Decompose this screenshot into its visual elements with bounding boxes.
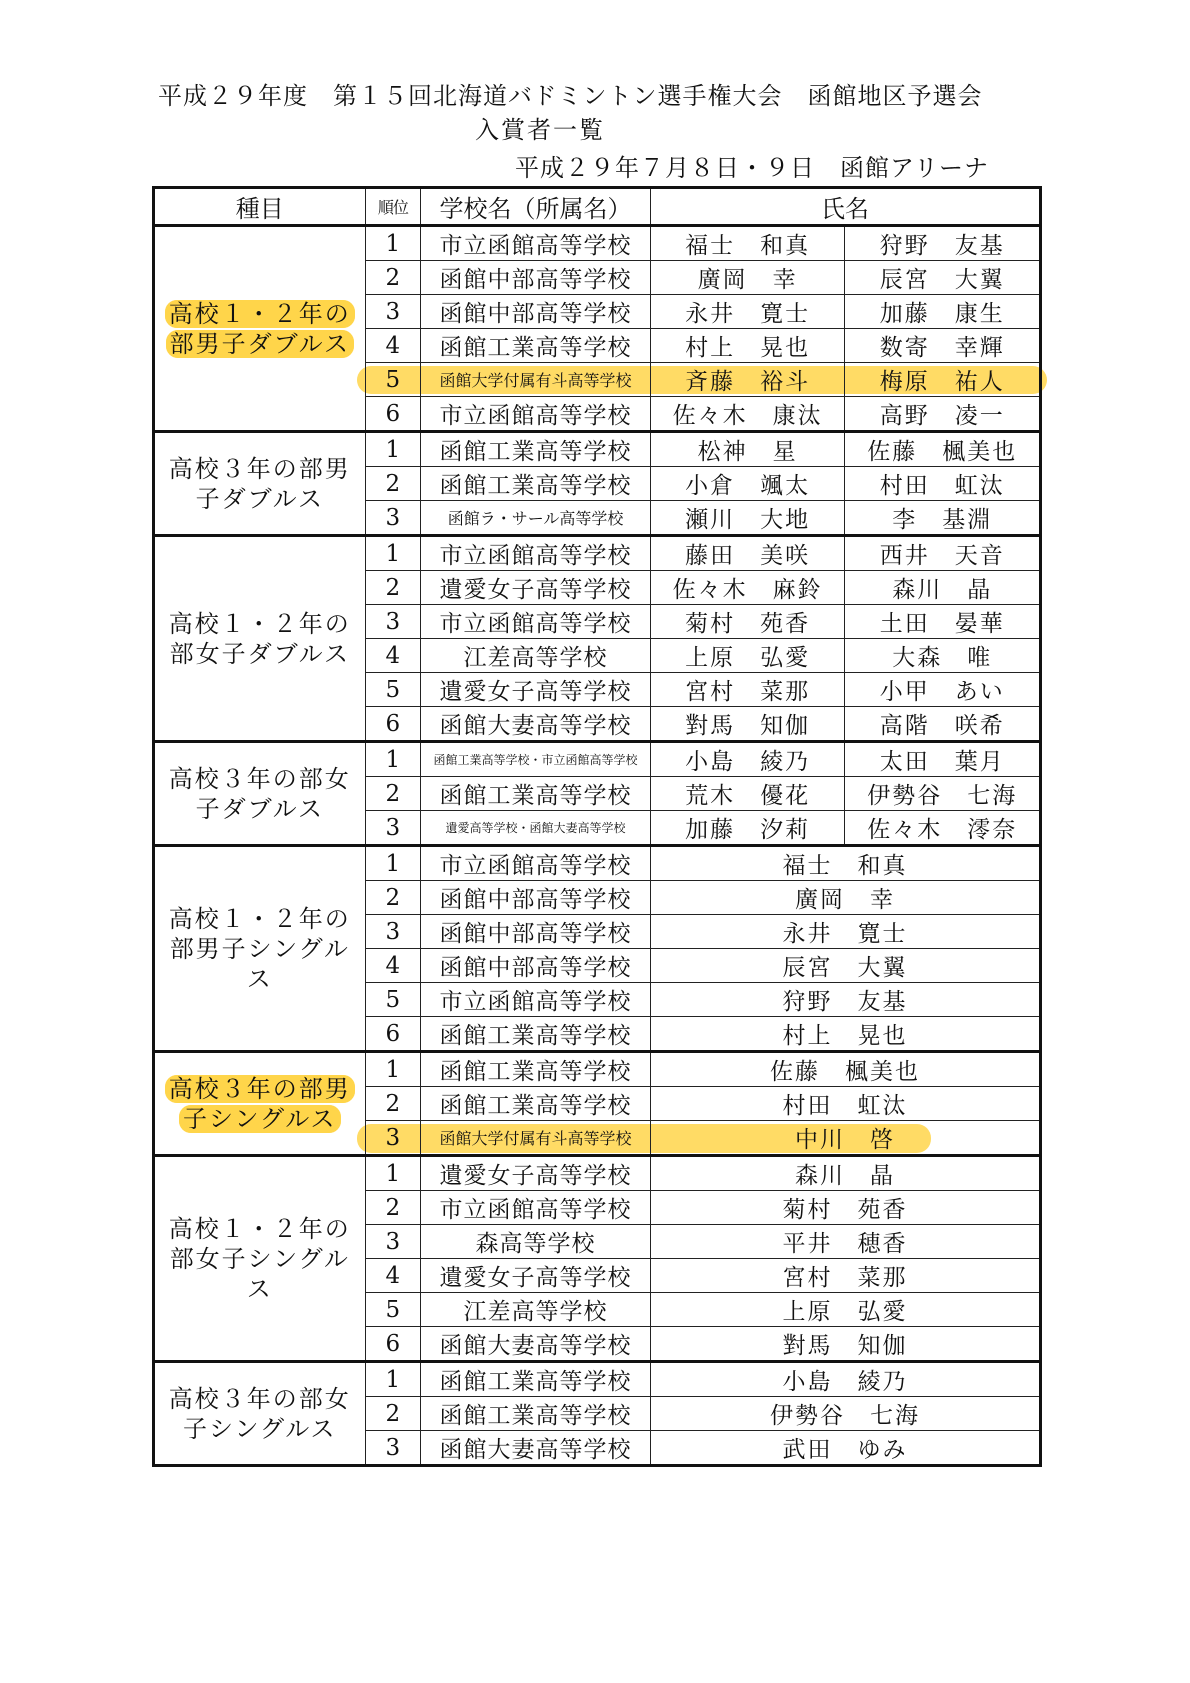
rank-cell: 6 xyxy=(365,1327,421,1362)
school-cell: 函館工業高等学校 xyxy=(421,329,651,363)
player-name: 佐藤 楓美也 xyxy=(650,1052,1040,1087)
school-cell: 函館工業高等学校 xyxy=(421,467,651,501)
player-name-1: 福士 和真 xyxy=(650,226,844,261)
subtitle-text: 入賞者一覧 xyxy=(475,116,605,144)
event-category-label: 高校１・２年の部男子シングルス xyxy=(168,904,351,993)
rank-cell: 1 xyxy=(365,226,421,261)
player-name-2: 大森 唯 xyxy=(845,639,1041,673)
rank-cell: 2 xyxy=(365,777,421,811)
player-name-1: 永井 寛士 xyxy=(650,295,844,329)
school-cell: 函館ラ・サール高等学校 xyxy=(421,501,651,536)
school-cell: 江差高等学校 xyxy=(421,639,651,673)
event-group xyxy=(154,1362,1041,1466)
player-name: 對馬 知伽 xyxy=(650,1327,1040,1362)
event-category xyxy=(154,742,366,846)
column-header-rank: 順位 xyxy=(365,188,421,226)
rank-cell: 1 xyxy=(365,742,421,777)
event-category xyxy=(154,1156,366,1362)
player-name-2: 狩野 友基 xyxy=(845,226,1041,261)
player-name: 辰宮 大翼 xyxy=(650,949,1040,983)
school-cell: 市立函館高等学校 xyxy=(421,226,651,261)
column-header-category: 種目 xyxy=(154,188,366,226)
rank-cell: 1 xyxy=(365,432,421,467)
table-row xyxy=(154,432,1041,467)
event-category-label: 高校３年の部男子ダブルス xyxy=(168,454,351,513)
school-cell: 遺愛女子高等学校 xyxy=(421,673,651,707)
rank-cell: 2 xyxy=(365,1087,421,1121)
player-name-1: 上原 弘愛 xyxy=(650,639,844,673)
rank-cell: 2 xyxy=(365,1397,421,1431)
rank-cell: 2 xyxy=(365,467,421,501)
player-name-2: 梅原 祐人 xyxy=(845,363,1041,397)
rank-cell: 4 xyxy=(365,329,421,363)
school-cell: 市立函館高等学校 xyxy=(421,397,651,432)
rank-cell: 4 xyxy=(365,1259,421,1293)
player-name: 村田 虹汰 xyxy=(650,1087,1040,1121)
event-category xyxy=(154,1362,366,1466)
school-cell: 函館大妻高等学校 xyxy=(421,1431,651,1466)
rank-cell: 1 xyxy=(365,1362,421,1397)
rank-cell: 2 xyxy=(365,881,421,915)
school-cell: 遺愛女子高等学校 xyxy=(421,1156,651,1191)
player-name-2: 村田 虹汰 xyxy=(845,467,1041,501)
school-cell: 函館工業高等学校 xyxy=(421,1052,651,1087)
player-name: 小島 綾乃 xyxy=(650,1362,1040,1397)
rank-cell: 5 xyxy=(365,673,421,707)
rank-cell: 3 xyxy=(365,295,421,329)
player-name-2: 太田 葉月 xyxy=(845,742,1041,777)
player-name-2: 小甲 あい xyxy=(845,673,1041,707)
school-cell: 市立函館高等学校 xyxy=(421,1191,651,1225)
school-cell: 森高等学校 xyxy=(421,1225,651,1259)
school-cell: 遺愛女子高等学校 xyxy=(421,571,651,605)
event-category-label: 高校３年の部女子シングルス xyxy=(168,1384,351,1443)
rank-cell: 3 xyxy=(365,1121,421,1156)
player-name-1: 荒木 優花 xyxy=(650,777,844,811)
table-header-row xyxy=(154,188,1041,226)
player-name: 伊勢谷 七海 xyxy=(650,1397,1040,1431)
school-cell: 函館大学付属有斗高等学校 xyxy=(421,1121,651,1156)
school-cell: 市立函館高等学校 xyxy=(421,983,651,1017)
page-subtitle xyxy=(0,110,1190,145)
school-cell: 市立函館高等学校 xyxy=(421,846,651,881)
player-name: 菊村 苑香 xyxy=(650,1191,1040,1225)
school-cell: 遺愛女子高等学校 xyxy=(421,1259,651,1293)
event-group xyxy=(154,742,1041,846)
rank-cell: 6 xyxy=(365,707,421,742)
player-name-2: 高野 凌一 xyxy=(845,397,1041,432)
event-group xyxy=(154,536,1041,742)
school-cell: 遺愛高等学校・函館大妻高等学校 xyxy=(421,811,651,846)
school-cell: 函館中部高等学校 xyxy=(421,949,651,983)
school-cell: 函館工業高等学校・市立函館高等学校 xyxy=(421,742,651,777)
player-name-1: 小島 綾乃 xyxy=(650,742,844,777)
rank-cell: 6 xyxy=(365,1017,421,1052)
school-cell: 函館工業高等学校 xyxy=(421,1017,651,1052)
column-header-school: 学校名（所属名） xyxy=(421,188,651,226)
event-group xyxy=(154,226,1041,432)
player-name-2: 森川 晶 xyxy=(845,571,1041,605)
rank-cell: 2 xyxy=(365,1191,421,1225)
event-category xyxy=(154,1052,366,1156)
event-category xyxy=(154,226,366,432)
player-name-2: 李 基淵 xyxy=(845,501,1041,536)
event-date-venue: 平成２９年７月８日・９日 函館アリーナ xyxy=(515,154,990,182)
column-header-name: 氏名 xyxy=(650,188,1040,226)
player-name: 狩野 友基 xyxy=(650,983,1040,1017)
player-name-2: 加藤 康生 xyxy=(845,295,1041,329)
player-name-2: 伊勢谷 七海 xyxy=(845,777,1041,811)
rank-cell: 1 xyxy=(365,536,421,571)
rank-cell: 2 xyxy=(365,261,421,295)
rank-cell: 1 xyxy=(365,1156,421,1191)
player-name-1: 松神 星 xyxy=(650,432,844,467)
results-table xyxy=(152,186,1042,1467)
school-cell: 函館中部高等学校 xyxy=(421,261,651,295)
player-name: 平井 穂香 xyxy=(650,1225,1040,1259)
player-name-1: 佐々木 麻鈴 xyxy=(650,571,844,605)
event-group xyxy=(154,1156,1041,1362)
school-cell: 函館工業高等学校 xyxy=(421,432,651,467)
player-name-2: 佐々木 澪奈 xyxy=(845,811,1041,846)
rank-cell: 1 xyxy=(365,1052,421,1087)
player-name: 上原 弘愛 xyxy=(650,1293,1040,1327)
player-name-1: 村上 晃也 xyxy=(650,329,844,363)
rank-cell: 3 xyxy=(365,605,421,639)
school-cell: 函館大妻高等学校 xyxy=(421,707,651,742)
rank-cell: 5 xyxy=(365,1293,421,1327)
rank-cell: 5 xyxy=(365,983,421,1017)
rank-cell: 1 xyxy=(365,846,421,881)
player-name-2: 西井 天音 xyxy=(845,536,1041,571)
player-name: 永井 寛士 xyxy=(650,915,1040,949)
rank-cell: 3 xyxy=(365,915,421,949)
school-cell: 函館工業高等学校 xyxy=(421,1362,651,1397)
school-cell: 函館工業高等学校 xyxy=(421,1087,651,1121)
player-name: 森川 晶 xyxy=(650,1156,1040,1191)
player-name-1: 對馬 知伽 xyxy=(650,707,844,742)
event-category-label: 高校１・２年の部男子ダブルス xyxy=(165,300,355,358)
school-cell: 江差高等学校 xyxy=(421,1293,651,1327)
rank-cell: 2 xyxy=(365,571,421,605)
player-name-1: 佐々木 康汰 xyxy=(650,397,844,432)
school-cell: 函館工業高等学校 xyxy=(421,777,651,811)
event-category xyxy=(154,432,366,536)
event-category-label: 高校３年の部女子ダブルス xyxy=(168,764,351,823)
player-name-2: 高階 咲希 xyxy=(845,707,1041,742)
player-name-1: 斉藤 裕斗 xyxy=(650,363,844,397)
player-name: 福士 和真 xyxy=(650,846,1040,881)
page-title: 平成２９年度 第１５回北海道バドミントン選手権大会 函館地区予選会 xyxy=(158,82,983,110)
table-row xyxy=(154,1052,1041,1087)
player-name-1: 菊村 苑香 xyxy=(650,605,844,639)
event-category-label: 高校１・２年の部女子ダブルス xyxy=(168,609,351,668)
event-category xyxy=(154,846,366,1052)
school-cell: 函館中部高等学校 xyxy=(421,915,651,949)
event-category-label: 高校３年の部男子シングルス xyxy=(165,1075,355,1133)
player-name-2: 土田 晏華 xyxy=(845,605,1041,639)
player-name: 廣岡 幸 xyxy=(650,881,1040,915)
player-name: 宮村 菜那 xyxy=(650,1259,1040,1293)
player-name: 中川 啓 xyxy=(650,1121,1040,1156)
school-cell: 市立函館高等学校 xyxy=(421,605,651,639)
player-name-1: 瀬川 大地 xyxy=(650,501,844,536)
player-name-1: 宮村 菜那 xyxy=(650,673,844,707)
rank-cell: 3 xyxy=(365,811,421,846)
player-name: 村上 晃也 xyxy=(650,1017,1040,1052)
player-name: 武田 ゆみ xyxy=(650,1431,1040,1466)
event-group xyxy=(154,846,1041,1052)
rank-cell: 3 xyxy=(365,1431,421,1466)
player-name-2: 数寄 幸輝 xyxy=(845,329,1041,363)
school-cell: 函館中部高等学校 xyxy=(421,295,651,329)
rank-cell: 3 xyxy=(365,1225,421,1259)
table-row xyxy=(154,742,1041,777)
event-group xyxy=(154,432,1041,536)
player-name-1: 加藤 汐莉 xyxy=(650,811,844,846)
player-name-2: 辰宮 大翼 xyxy=(845,261,1041,295)
school-cell: 函館中部高等学校 xyxy=(421,881,651,915)
table-row xyxy=(154,1362,1041,1397)
table-row xyxy=(154,226,1041,261)
table-row xyxy=(154,846,1041,881)
player-name-2: 佐藤 楓美也 xyxy=(845,432,1041,467)
rank-cell: 4 xyxy=(365,639,421,673)
event-category xyxy=(154,536,366,742)
rank-cell: 5 xyxy=(365,363,421,397)
player-name-1: 小倉 颯太 xyxy=(650,467,844,501)
school-cell: 函館大学付属有斗高等学校 xyxy=(421,363,651,397)
event-group xyxy=(154,1052,1041,1156)
school-cell: 市立函館高等学校 xyxy=(421,536,651,571)
rank-cell: 3 xyxy=(365,501,421,536)
player-name-1: 廣岡 幸 xyxy=(650,261,844,295)
player-name-1: 藤田 美咲 xyxy=(650,536,844,571)
table-row xyxy=(154,536,1041,571)
table-row xyxy=(154,1156,1041,1191)
school-cell: 函館大妻高等学校 xyxy=(421,1327,651,1362)
rank-cell: 6 xyxy=(365,397,421,432)
rank-cell: 4 xyxy=(365,949,421,983)
school-cell: 函館工業高等学校 xyxy=(421,1397,651,1431)
event-category-label: 高校１・２年の部女子シングルス xyxy=(168,1214,351,1303)
